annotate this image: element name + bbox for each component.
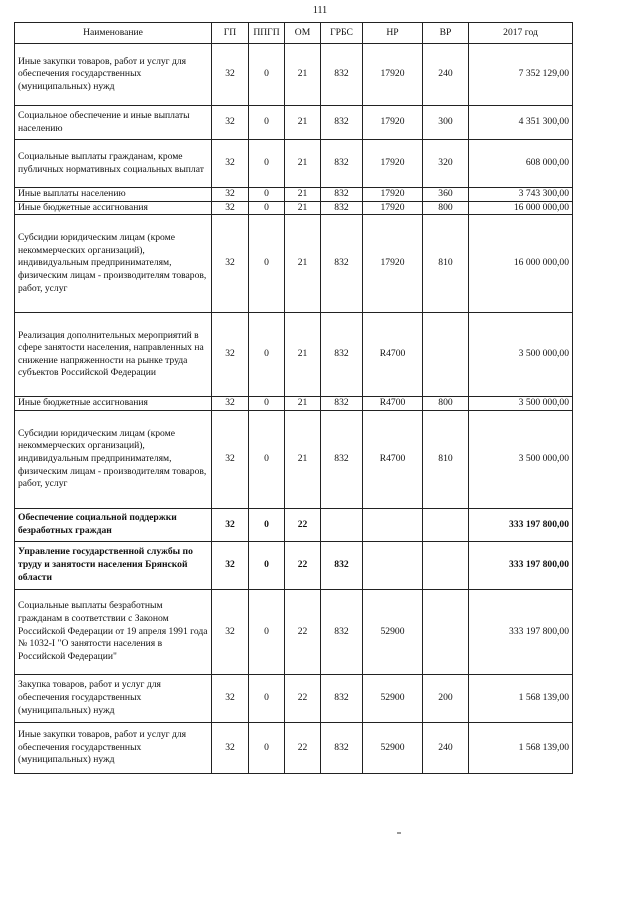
table-row — [15, 188, 573, 202]
cell-grbs: 832 — [321, 188, 363, 202]
cell-ppgp: 0 — [249, 188, 285, 202]
cell-vr — [423, 589, 469, 674]
table-row — [15, 589, 573, 674]
cell-sum: 3 500 000,00 — [469, 410, 573, 508]
cell-gp: 32 — [212, 313, 249, 397]
table-row — [15, 410, 573, 508]
cell-sum: 333 197 800,00 — [469, 589, 573, 674]
table-row — [15, 313, 573, 397]
cell-ppgp: 0 — [249, 313, 285, 397]
header-grbs: ГРБС — [321, 23, 363, 44]
table-row — [15, 44, 573, 106]
header-row — [15, 23, 573, 44]
cell-nr: 52900 — [363, 722, 423, 773]
cell-grbs: 832 — [321, 215, 363, 313]
cell-name: Иные бюджетные ассигнования — [15, 201, 212, 215]
cell-om: 22 — [285, 541, 321, 589]
header-ppgp: ППГП — [249, 23, 285, 44]
cell-sum: 16 000 000,00 — [469, 215, 573, 313]
header-nr: НР — [363, 23, 423, 44]
cell-om: 21 — [285, 106, 321, 140]
cell-nr: 17920 — [363, 188, 423, 202]
table-row — [15, 397, 573, 411]
cell-name: Социальные выплаты гражданам, кроме публичных нормативных социальных выплат — [15, 140, 212, 188]
cell-sum: 1 568 139,00 — [469, 722, 573, 773]
cell-sum: 333 197 800,00 — [469, 541, 573, 589]
cell-om: 21 — [285, 410, 321, 508]
cell-sum: 7 352 129,00 — [469, 44, 573, 106]
cell-om: 21 — [285, 140, 321, 188]
cell-gp: 32 — [212, 397, 249, 411]
cell-vr: 320 — [423, 140, 469, 188]
cell-name: Иные выплаты населению — [15, 188, 212, 202]
cell-ppgp: 0 — [249, 722, 285, 773]
cell-grbs: 832 — [321, 722, 363, 773]
header-om: ОМ — [285, 23, 321, 44]
table-row — [15, 140, 573, 188]
table-row — [15, 106, 573, 140]
cell-grbs: 832 — [321, 201, 363, 215]
cell-gp: 32 — [212, 722, 249, 773]
cell-nr: R4700 — [363, 313, 423, 397]
cell-ppgp: 0 — [249, 215, 285, 313]
cell-gp: 32 — [212, 410, 249, 508]
cell-vr: 810 — [423, 410, 469, 508]
cell-om: 21 — [285, 201, 321, 215]
cell-om: 22 — [285, 674, 321, 722]
cell-gp: 32 — [212, 188, 249, 202]
table-row — [15, 674, 573, 722]
cell-grbs: 832 — [321, 313, 363, 397]
cell-grbs: 832 — [321, 44, 363, 106]
cell-nr: 17920 — [363, 215, 423, 313]
cell-ppgp: 0 — [249, 44, 285, 106]
cell-om: 21 — [285, 44, 321, 106]
cell-grbs: 832 — [321, 541, 363, 589]
cell-gp: 32 — [212, 106, 249, 140]
header-vr: ВР — [423, 23, 469, 44]
cell-ppgp: 0 — [249, 508, 285, 541]
page-number: 111 — [312, 5, 328, 16]
cell-ppgp: 0 — [249, 410, 285, 508]
cell-nr: 52900 — [363, 589, 423, 674]
cell-gp: 32 — [212, 589, 249, 674]
cell-nr: 17920 — [363, 140, 423, 188]
table-row — [15, 508, 573, 541]
cell-vr — [423, 541, 469, 589]
cell-ppgp: 0 — [249, 541, 285, 589]
cell-sum: 333 197 800,00 — [469, 508, 573, 541]
cell-name: Управление государственной службы по труду и занятости населения Брянской области — [15, 541, 212, 589]
cell-name: Социальное обеспечение и иные выплаты населению — [15, 106, 212, 140]
cell-vr: 240 — [423, 722, 469, 773]
header-year: 2017 год — [469, 23, 573, 44]
cell-name: Реализация дополнительных мероприятий в сфере занятости населения, направленных на снижение напряженности на рынке труда субъектов Российской Федерации — [15, 313, 212, 397]
cell-ppgp: 0 — [249, 397, 285, 411]
table-row — [15, 541, 573, 589]
cell-name: Иные закупки товаров, работ и услуг для обеспечения государственных (муниципальных) нужд — [15, 722, 212, 773]
table-row — [15, 201, 573, 215]
cell-nr: R4700 — [363, 397, 423, 411]
cell-gp: 32 — [212, 201, 249, 215]
cell-om: 21 — [285, 215, 321, 313]
cell-nr: 52900 — [363, 674, 423, 722]
cell-vr: 360 — [423, 188, 469, 202]
cell-name: Субсидии юридическим лицам (кроме некоммерческих организаций), индивидуальным предпринимателям, физическим лицам - производителям товаров, работ, услуг — [15, 410, 212, 508]
budget-table — [14, 22, 573, 774]
cell-grbs — [321, 508, 363, 541]
cell-vr: 810 — [423, 215, 469, 313]
cell-om: 22 — [285, 589, 321, 674]
cell-grbs: 832 — [321, 140, 363, 188]
cell-sum: 3 500 000,00 — [469, 397, 573, 411]
cell-vr: 800 — [423, 397, 469, 411]
cell-om: 21 — [285, 313, 321, 397]
cell-om: 22 — [285, 722, 321, 773]
cell-gp: 32 — [212, 674, 249, 722]
cell-sum: 16 000 000,00 — [469, 201, 573, 215]
cell-grbs: 832 — [321, 589, 363, 674]
cell-gp: 32 — [212, 215, 249, 313]
cell-nr: 17920 — [363, 44, 423, 106]
cell-sum: 3 500 000,00 — [469, 313, 573, 397]
cell-nr: R4700 — [363, 410, 423, 508]
cell-sum: 4 351 300,00 — [469, 106, 573, 140]
cell-vr: 240 — [423, 44, 469, 106]
cell-vr: 200 — [423, 674, 469, 722]
header-name: Наименование — [15, 23, 212, 44]
cell-name: Социальные выплаты безработным гражданам в соответствии с Законом Российской Федерации от 19 апреля 1991 года № 1032-I "О занятости населения в Российской Федерации" — [15, 589, 212, 674]
cell-ppgp: 0 — [249, 589, 285, 674]
cell-name: Иные бюджетные ассигнования — [15, 397, 212, 411]
cell-om: 21 — [285, 188, 321, 202]
cell-vr — [423, 313, 469, 397]
cell-sum: 1 568 139,00 — [469, 674, 573, 722]
table-row — [15, 722, 573, 773]
cell-nr: 17920 — [363, 201, 423, 215]
cell-vr: 800 — [423, 201, 469, 215]
cell-grbs: 832 — [321, 410, 363, 508]
cell-om: 21 — [285, 397, 321, 411]
header-gp: ГП — [212, 23, 249, 44]
cell-nr: 17920 — [363, 106, 423, 140]
cell-name: Закупка товаров, работ и услуг для обеспечения государственных (муниципальных) нужд — [15, 674, 212, 722]
cell-ppgp: 0 — [249, 106, 285, 140]
cell-gp: 32 — [212, 541, 249, 589]
cell-gp: 32 — [212, 140, 249, 188]
cell-ppgp: 0 — [249, 140, 285, 188]
cell-grbs: 832 — [321, 106, 363, 140]
table-row — [15, 215, 573, 313]
cell-name: Иные закупки товаров, работ и услуг для обеспечения государственных (муниципальных) нужд — [15, 44, 212, 106]
cell-sum: 3 743 300,00 — [469, 188, 573, 202]
scan-mark — [397, 832, 401, 834]
cell-name: Обеспечение социальной поддержки безработных граждан — [15, 508, 212, 541]
cell-gp: 32 — [212, 44, 249, 106]
cell-vr: 300 — [423, 106, 469, 140]
cell-name: Субсидии юридическим лицам (кроме некоммерческих организаций), индивидуальным предпринимателям, физическим лицам - производителям товаров, работ, услуг — [15, 215, 212, 313]
cell-grbs: 832 — [321, 674, 363, 722]
cell-om: 22 — [285, 508, 321, 541]
cell-ppgp: 0 — [249, 674, 285, 722]
cell-nr — [363, 508, 423, 541]
cell-nr — [363, 541, 423, 589]
cell-vr — [423, 508, 469, 541]
cell-sum: 608 000,00 — [469, 140, 573, 188]
cell-gp: 32 — [212, 508, 249, 541]
cell-grbs: 832 — [321, 397, 363, 411]
cell-ppgp: 0 — [249, 201, 285, 215]
